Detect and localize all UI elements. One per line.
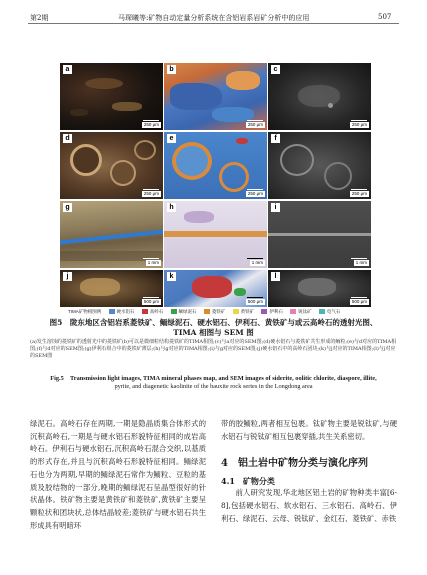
panel-b	[164, 63, 267, 130]
running-title: 马琛曦等:矿物自动定量分析系统在含铝岩系岩矿分析中的应用	[118, 14, 310, 22]
scale-bar-label: 250 μm	[247, 122, 263, 127]
panel-j	[60, 270, 163, 307]
scale-bar-label: 250 μm	[143, 191, 159, 196]
legend-swatch	[261, 309, 267, 314]
caption-en-line-2: pyrite, and diagenetic kaolinite of the bauxite rock series in the Longdong area	[114, 383, 313, 391]
scale-bar-label: 1 mm	[147, 260, 159, 265]
panel-label: g	[63, 203, 72, 212]
legend-swatch	[142, 309, 148, 314]
scale-bar-label: 1 mm	[355, 260, 367, 265]
left-column	[30, 418, 206, 532]
header-rule	[28, 23, 399, 24]
panel-g	[60, 201, 163, 268]
panel-label: d	[63, 134, 72, 143]
panel-f	[268, 132, 371, 199]
legend-swatch	[204, 309, 210, 314]
panel-label: f	[271, 134, 280, 143]
panel-h	[164, 201, 267, 268]
scale-bar-label: 500 μm	[351, 299, 367, 304]
legend-item: 伊利石	[261, 308, 283, 316]
figure-5-grid	[60, 63, 371, 307]
panel-c	[268, 63, 371, 130]
subsection-title: 4.1 矿物分类	[221, 476, 275, 487]
scale-bar-label: 250 μm	[351, 122, 367, 127]
page-number: 507	[378, 13, 392, 21]
caption-cn-line-2: TIMA 相图与 SEM 图	[173, 328, 254, 337]
panel-k	[164, 270, 267, 307]
scale-bar-label: 500 μm	[143, 299, 159, 304]
panel-label: c	[271, 65, 280, 74]
scale-bar-label: 250 μm	[143, 122, 159, 127]
legend-item: 菱铁矿	[204, 308, 226, 316]
figure-caption-en	[30, 375, 397, 391]
body-paragraph: 前人研究发现,华北地区铝土岩的矿物种类丰富[6-8],包括硬水铝石、软水铝石、三水铝石、高岭石、伊利石、绿泥石、云母、锐钛矿、金红石、菱铁矿、赤铁	[221, 488, 397, 523]
panel-label: l	[271, 272, 280, 281]
body-paragraph: 绿泥石。高岭石存在两期,一期是隐晶质集合体形式的沉积高岭石,一期是与硬水铝石形貌特征相同的成岩高岭石。伊利石与硬水铝石,沉积高岭石混合交织,以基质的形式存在,并且与沉积高岭石形貌特征相同。鲕绿泥石也分为两期,早期的鲕绿泥石常作为鲕粒、豆粒的基质及胶结物的一部分,晚期的鲕绿泥石呈晶型很好的针状晶体。铁矿物主要是黄铁矿和菱铁矿,黄铁矿主要呈颗粒状和团块状,总体结晶较差;菱铁矿与硬水铝石共生形成具有明暗环	[30, 419, 206, 530]
tima-legend	[68, 308, 358, 316]
legend-swatch	[290, 309, 296, 314]
caption-cn-line-1: 图5 陇东地区含铝岩系菱铁矿、鲕绿泥石、硬水铝石、伊利石、黄铁矿与或云高岭石的透射光图、	[49, 318, 378, 327]
legend-item: 鲕绿泥石	[171, 308, 197, 316]
panel-label: j	[63, 272, 72, 281]
panel-label: e	[167, 134, 176, 143]
panel-i	[268, 201, 371, 268]
panel-label: h	[167, 203, 176, 212]
panel-d	[60, 132, 163, 199]
legend-swatch	[319, 309, 325, 314]
right-column	[221, 418, 397, 526]
legend-title: TIMA矿物相图例	[68, 309, 102, 314]
section-title: 4 铝土岩中矿物分类与演化序列	[221, 458, 368, 470]
panel-label: i	[271, 203, 280, 212]
figure-note-cn: (a)发生溶蚀的菱铁矿的透射光中的菱铁矿(b)可以是微细粒结构菱铁矿的TIMA相图;(c)与a对应的SEM图;(d)硬水铝石与菱铁矿共生形成的鲕粒;(e)与d对应的TIMA相图;(f)与d对应的SEM图;(g)伊利石组合中的菱铁矿薄层;(h)与g对应的TIMA相图;(i)与g对应的SEM图;(j)硬水铝石中的高岭石团块;(k)与j对应的TIMA相图;(l)与j对应的SEM图	[30, 339, 397, 360]
scale-bar-label: 250 μm	[351, 191, 367, 196]
journal-issue: 第2期	[30, 14, 49, 22]
legend-item: 锐钛矿	[290, 308, 312, 316]
panel-l	[268, 270, 371, 307]
scale-bar-label: 250 μm	[247, 191, 263, 196]
legend-item: 高岭石	[142, 308, 164, 316]
legend-item: 黄铁矿	[233, 308, 255, 316]
caption-en-line-1: Fig.5 Transmission light images, TIMA mineral phases map, and SEM images of siderite, oolitic chlorite, diaspore, illite,	[50, 375, 377, 382]
scale-bar-label: 500 μm	[247, 299, 263, 304]
panel-e	[164, 132, 267, 199]
panel-label: a	[63, 65, 72, 74]
figure-caption-cn	[30, 318, 397, 338]
panel-label: b	[167, 65, 176, 74]
scale-bar-label: 1 mm	[251, 260, 263, 265]
panel-a	[60, 63, 163, 130]
legend-swatch	[109, 309, 115, 314]
legend-item: 电气石	[319, 308, 341, 316]
legend-swatch	[233, 309, 239, 314]
body-paragraph: 带的胶鲕粒,两者相互包裹。钛矿物主要是锐钛矿,与硬水铝石与锐钛矿相互包裹穿插,共生关系密切。	[221, 419, 397, 441]
legend-item: 硬水铝石	[109, 308, 135, 316]
panel-label: k	[167, 272, 176, 281]
legend-swatch	[171, 309, 177, 314]
